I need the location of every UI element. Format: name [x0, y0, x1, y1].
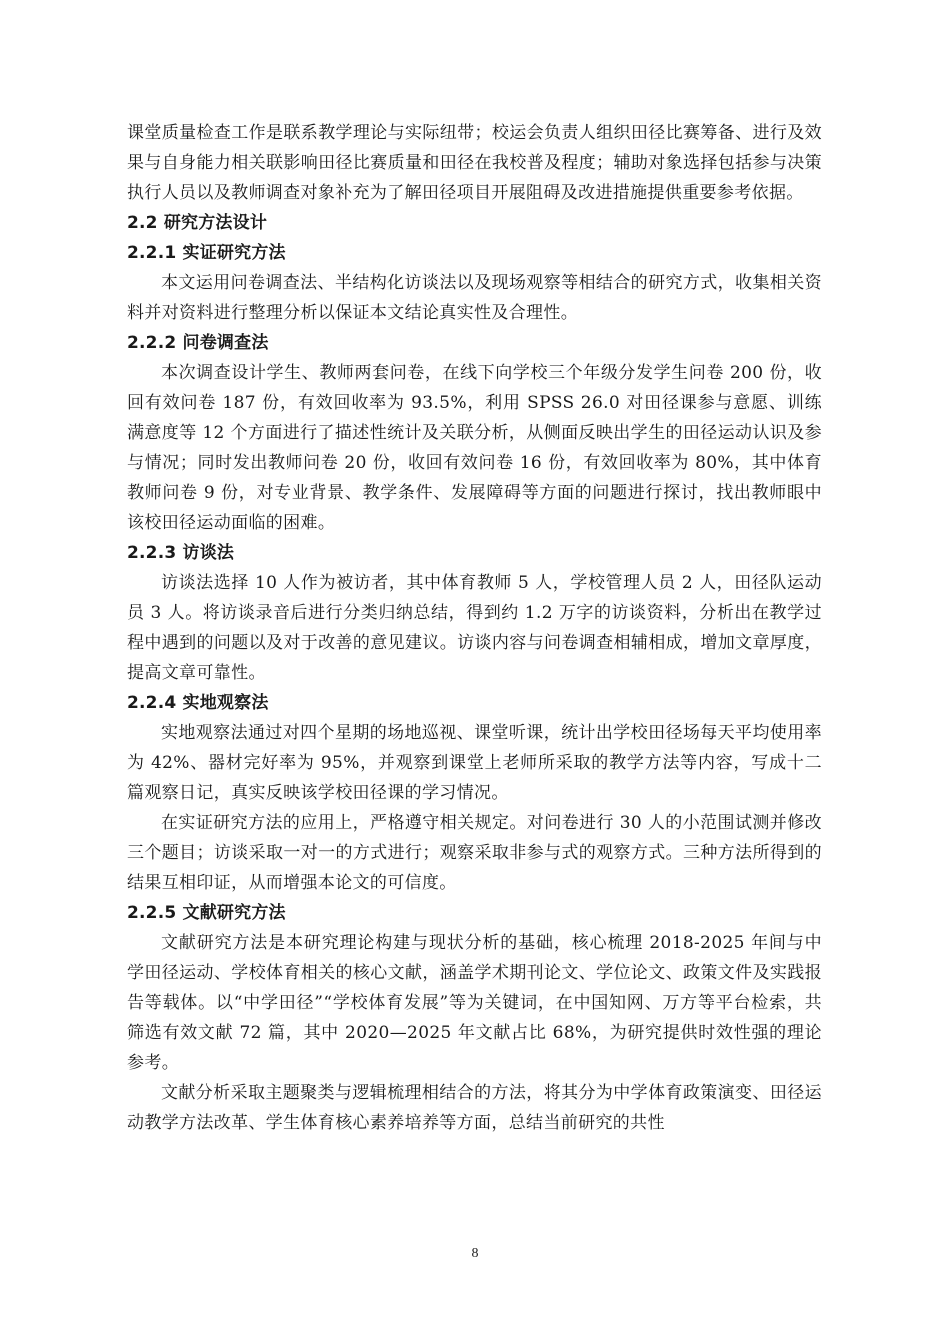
paragraph: 实地观察法通过对四个星期的场地巡视、课堂听课，统计出学校田径场每天平均使用率为 42%、器材完好率为 95%，并观察到课堂上老师所采取的教学方法等内容，写成十二篇观察日记，真实反映该学校田径课的学习情况。 [127, 723, 822, 803]
section-heading: 2.2.2 问卷调查法 [127, 333, 269, 353]
section-heading: 2.2.3 访谈法 [127, 543, 235, 563]
paragraph: 文献分析采取主题聚类与逻辑梳理相结合的方法，将其分为中学体育政策演变、田径运动教学方法改革、学生体育核心素养培养等方面，总结当前研究的共性 [127, 1083, 822, 1133]
page-number: 8 [471, 1246, 479, 1261]
section-heading: 2.2.4 实地观察法 [127, 693, 269, 713]
paragraph: 访谈法选择 10 人作为被访者，其中体育教师 5 人，学校管理人员 2 人，田径队运动员 3 人。将访谈录音后进行分类归纳总结，得到约 1.2 万字的访谈资料，分析出在教学过程中遇到的问题以及对于改善的意见建议。访谈内容与问卷调查相辅相成，增加文章厚度，提高文章可靠性。 [127, 573, 822, 683]
section-heading: 2.2 研究方法设计 [127, 213, 268, 233]
document-body [127, 118, 822, 1138]
section-heading: 2.2.1 实证研究方法 [127, 243, 286, 263]
paragraph: 文献研究方法是本研究理论构建与现状分析的基础，核心梳理 2018-2025 年间与中学田径运动、学校体育相关的核心文献，涵盖学术期刊论文、学位论文、政策文件及实践报告等载体。以“中学田径”“学校体育发展”等为关键词，在中国知网、万方等平台检索，共筛选有效文献 72 篇，其中 2020—2025 年文献占比 68%，为研究提供时效性强的理论参考。 [127, 933, 822, 1073]
section-heading: 2.2.5 文献研究方法 [127, 903, 286, 923]
paragraph: 课堂质量检查工作是联系教学理论与实际纽带；校运会负责人组织田径比赛筹备、进行及效果与自身能力相关联影响田径比赛质量和田径在我校普及程度；辅助对象选择包括参与决策执行人员以及教师调查对象补充为了解田径项目开展阻碍及改进措施提供重要参考依据。 [127, 123, 822, 203]
paragraph: 在实证研究方法的应用上，严格遵守相关规定。对问卷进行 30 人的小范围试测并修改三个题目；访谈采取一对一的方式进行；观察采取非参与式的观察方式。三种方法所得到的结果互相印证，从而增强本论文的可信度。 [127, 813, 822, 893]
paragraph: 本文运用问卷调查法、半结构化访谈法以及现场观察等相结合的研究方式，收集相关资料并对资料进行整理分析以保证本文结论真实性及合理性。 [127, 273, 822, 323]
paragraph: 本次调查设计学生、教师两套问卷，在线下向学校三个年级分发学生问卷 200 份，收回有效问卷 187 份，有效回收率为 93.5%，利用 SPSS 26.0 对田径课参与意愿、训练满意度等 12 个方面进行了描述性统计及关联分析，从侧面反映出学生的田径运动认识及参与情况；同时发出教师问卷 20 份，收回有效问卷 16 份，有效回收率为 80%，其中体育教师问卷 9 份，对专业背景、教学条件、发展障碍等方面的问题进行探讨，找出教师眼中该校田径运动面临的困难。 [127, 363, 822, 533]
